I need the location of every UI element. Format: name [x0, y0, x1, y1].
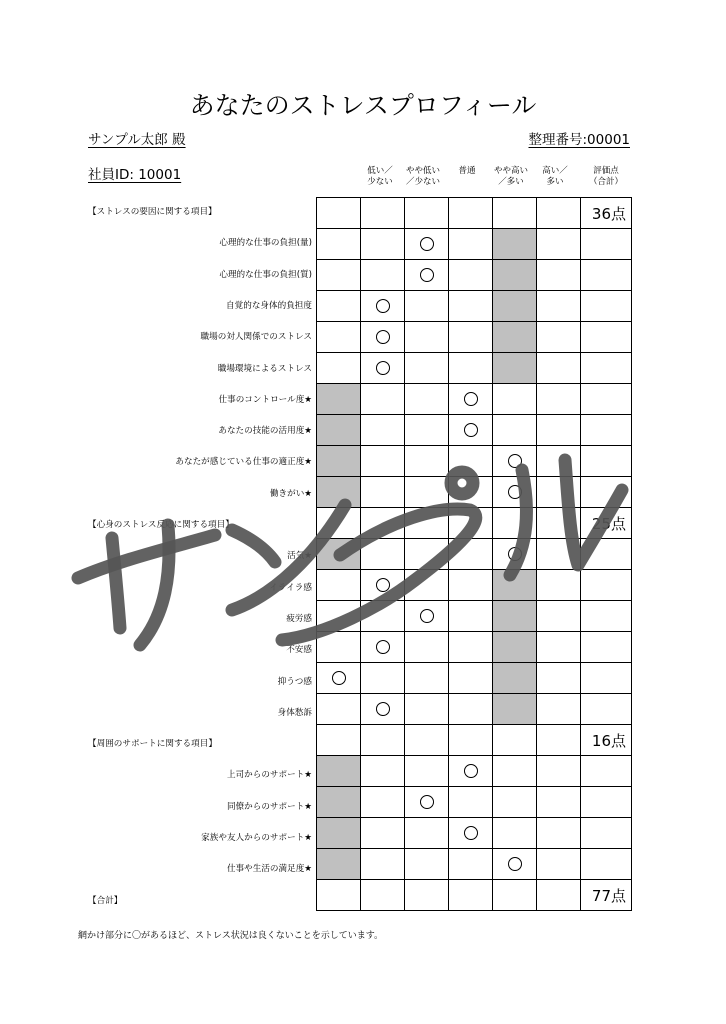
item-row [317, 539, 632, 570]
grid-cell [405, 353, 449, 384]
grid-cell [449, 322, 493, 353]
grid-cell [537, 260, 581, 291]
grid-cell [361, 384, 405, 415]
grid-cell [317, 880, 361, 911]
section-header-row [317, 725, 632, 756]
grid-cell [361, 322, 405, 353]
selection-circle [508, 485, 522, 499]
grid-cell [493, 663, 537, 694]
grid-cell [493, 601, 537, 632]
grid-cell [317, 756, 361, 787]
grid-cell [449, 756, 493, 787]
grid-cell [361, 632, 405, 663]
grid-cell [405, 229, 449, 260]
selection-circle [508, 857, 522, 871]
grid-cell [493, 353, 537, 384]
reference-number: 整理番号:00001 [528, 132, 630, 148]
item-label: 疲労感 [286, 613, 312, 624]
item-row [317, 756, 632, 787]
grid-cell [537, 818, 581, 849]
score-cell [581, 539, 632, 570]
grid-cell [493, 508, 537, 539]
grid-cell [405, 322, 449, 353]
grid-cell [493, 756, 537, 787]
score-cell [581, 415, 632, 446]
grid-cell [537, 694, 581, 725]
section-score: 36点 [591, 205, 626, 223]
score-cell [581, 849, 632, 880]
grid-cell [449, 539, 493, 570]
item-label: あなたの技能の活用度★ [218, 426, 312, 437]
item-row [317, 353, 632, 384]
item-label: 職場環境によるストレス [217, 363, 312, 374]
grid-cell [317, 725, 361, 756]
grid-cell [537, 849, 581, 880]
grid-cell [361, 880, 405, 911]
grid-cell [405, 694, 449, 725]
grid-cell [361, 849, 405, 880]
grid-cell [449, 446, 493, 477]
score-cell [581, 880, 632, 911]
grid-cell [405, 477, 449, 508]
item-row [317, 632, 632, 663]
grid-cell [405, 787, 449, 818]
grid-cell [317, 198, 361, 229]
grid-cell [317, 353, 361, 384]
grid-cell [317, 570, 361, 601]
grid-cell [449, 508, 493, 539]
grid-cell [537, 663, 581, 694]
grid-cell [405, 849, 449, 880]
grid-cell [537, 384, 581, 415]
grid-cell [537, 787, 581, 818]
grid-cell [449, 849, 493, 880]
grid-cell [537, 446, 581, 477]
grid-cell [449, 384, 493, 415]
grid-cell [361, 663, 405, 694]
grid-cell [493, 725, 537, 756]
grid-cell [405, 384, 449, 415]
grid-cell [317, 694, 361, 725]
selection-circle [464, 392, 478, 406]
grid-cell [537, 477, 581, 508]
total-label: 【合計】 [88, 895, 123, 906]
item-label: 同僚からのサポート★ [226, 801, 312, 812]
item-label: 心理的な仕事の負担(質) [219, 269, 312, 280]
grid-cell [317, 663, 361, 694]
grid-cell [405, 291, 449, 322]
column-header: やや高い ／多い [493, 166, 528, 187]
item-label: 自覚的な身体的負担度 [226, 300, 312, 311]
score-cell [581, 322, 632, 353]
grid-cell [405, 446, 449, 477]
score-cell [581, 570, 632, 601]
grid-cell [537, 322, 581, 353]
grid-cell [449, 818, 493, 849]
item-label: 活気★ [287, 551, 312, 562]
grid-cell [493, 477, 537, 508]
item-row [317, 291, 632, 322]
item-row [317, 415, 632, 446]
grid-cell [493, 880, 537, 911]
grid-cell [537, 725, 581, 756]
grid-cell [493, 446, 537, 477]
section-header-row [317, 508, 632, 539]
score-cell [581, 384, 632, 415]
grid-cell [493, 694, 537, 725]
column-header: 評価点 （合計） [588, 166, 623, 187]
grid-cell [405, 818, 449, 849]
column-header: やや低い ／少ない [405, 166, 440, 187]
employee-id: 社員ID: 10001 [88, 167, 182, 183]
item-row [317, 787, 632, 818]
item-row [317, 322, 632, 353]
grid-cell [317, 322, 361, 353]
section-label: 【周囲のサポートに関する項目】 [88, 739, 217, 750]
item-label: 不安感 [286, 645, 312, 656]
grid-cell [537, 632, 581, 663]
score-cell [581, 632, 632, 663]
item-label: 仕事のコントロール度★ [218, 394, 312, 405]
grid-cell [449, 198, 493, 229]
selection-circle [376, 361, 390, 375]
page-title: あなたのストレスプロフィール [189, 91, 537, 120]
grid-cell [405, 508, 449, 539]
grid-cell [449, 291, 493, 322]
grid-cell [317, 818, 361, 849]
item-label: イライラ感 [269, 582, 312, 593]
grid-cell [537, 601, 581, 632]
selection-circle [464, 423, 478, 437]
grid-cell [537, 756, 581, 787]
item-row [317, 260, 632, 291]
grid-cell [493, 632, 537, 663]
grid-cell [405, 725, 449, 756]
grid-cell [317, 601, 361, 632]
grid-cell [493, 291, 537, 322]
grid-cell [405, 198, 449, 229]
grid-cell [361, 353, 405, 384]
grid-cell [405, 570, 449, 601]
score-cell [581, 446, 632, 477]
grid-cell [449, 229, 493, 260]
item-row [317, 601, 632, 632]
grid-cell [449, 694, 493, 725]
grid-cell [317, 415, 361, 446]
grid-cell [449, 725, 493, 756]
grid-cell [537, 570, 581, 601]
grid-cell [405, 415, 449, 446]
score-cell [581, 198, 632, 229]
grid-cell [493, 818, 537, 849]
grid-cell [317, 787, 361, 818]
grid-cell [361, 291, 405, 322]
total-row [317, 880, 632, 911]
grid-cell [537, 415, 581, 446]
grid-cell [317, 229, 361, 260]
item-row [317, 694, 632, 725]
grid-cell [493, 787, 537, 818]
grid-cell [361, 756, 405, 787]
grid-cell [449, 787, 493, 818]
selection-circle [464, 826, 478, 840]
grid-cell [493, 260, 537, 291]
stress-profile-grid [316, 197, 632, 911]
grid-cell [493, 322, 537, 353]
grid-cell [493, 570, 537, 601]
item-row [317, 229, 632, 260]
grid-cell [405, 663, 449, 694]
item-row [317, 384, 632, 415]
footnote: 網かけ部分に〇があるほど、ストレス状況は良くないことを示しています。 [78, 931, 384, 941]
grid-cell [449, 415, 493, 446]
section-label: 【心身のストレス反応に関する項目】 [88, 520, 234, 530]
grid-cell [361, 818, 405, 849]
item-label: 職場の対人関係でのストレス [200, 332, 312, 343]
item-label: 家族や友人からのサポート★ [201, 833, 312, 843]
score-cell [581, 601, 632, 632]
employee-name: サンプル太郎 殿 [88, 132, 186, 148]
item-label: あなたが感じている仕事の適正度★ [175, 457, 312, 468]
section-score: 25点 [591, 515, 626, 533]
column-header: 高い／ 多い [542, 166, 568, 187]
item-row [317, 818, 632, 849]
grid-cell [361, 198, 405, 229]
item-label: 働きがい★ [269, 488, 312, 499]
score-cell [581, 260, 632, 291]
selection-circle [420, 237, 434, 251]
grid-cell [361, 725, 405, 756]
grid-cell [449, 260, 493, 291]
section-score: 77点 [591, 887, 626, 905]
grid-cell [537, 508, 581, 539]
grid-cell [449, 601, 493, 632]
grid-cell [317, 260, 361, 291]
section-header-row [317, 198, 632, 229]
item-label: 身体愁訴 [277, 707, 312, 718]
grid-cell [361, 601, 405, 632]
selection-circle [420, 609, 434, 623]
score-cell [581, 725, 632, 756]
score-cell [581, 694, 632, 725]
grid-cell [317, 291, 361, 322]
column-header: 低い／ 少ない [367, 166, 393, 187]
selection-circle [376, 702, 390, 716]
grid-cell [405, 539, 449, 570]
selection-circle [420, 795, 434, 809]
grid-cell [405, 601, 449, 632]
score-cell [581, 477, 632, 508]
score-cell [581, 353, 632, 384]
item-row [317, 849, 632, 880]
grid-cell [317, 384, 361, 415]
grid-cell [493, 539, 537, 570]
item-row [317, 663, 632, 694]
grid-cell [537, 198, 581, 229]
grid-cell [493, 415, 537, 446]
grid-cell [537, 291, 581, 322]
grid-cell [361, 508, 405, 539]
grid-cell [449, 663, 493, 694]
grid-cell [317, 849, 361, 880]
item-label: 心理的な仕事の負担(量) [219, 238, 312, 249]
grid-cell [317, 539, 361, 570]
selection-circle [508, 454, 522, 468]
grid-cell [493, 384, 537, 415]
item-row [317, 570, 632, 601]
grid-cell [537, 229, 581, 260]
selection-circle [420, 268, 434, 282]
selection-circle [376, 330, 390, 344]
item-row [317, 446, 632, 477]
score-cell [581, 787, 632, 818]
selection-circle [332, 671, 346, 685]
item-label: 抑うつ感 [277, 676, 312, 687]
grid-cell [493, 229, 537, 260]
grid-cell [361, 477, 405, 508]
grid-cell [317, 446, 361, 477]
section-score: 16点 [591, 732, 626, 750]
score-cell [581, 229, 632, 260]
grid-cell [449, 880, 493, 911]
selection-circle [464, 764, 478, 778]
grid-cell [317, 477, 361, 508]
score-cell [581, 508, 632, 539]
selection-circle [376, 299, 390, 313]
grid-cell [537, 880, 581, 911]
grid-cell [537, 539, 581, 570]
grid-cell [449, 477, 493, 508]
grid-cell [361, 415, 405, 446]
selection-circle [376, 578, 390, 592]
score-cell [581, 663, 632, 694]
grid-cell [317, 632, 361, 663]
score-cell [581, 291, 632, 322]
grid-cell [317, 508, 361, 539]
grid-cell [361, 229, 405, 260]
grid-cell [449, 570, 493, 601]
grid-cell [405, 632, 449, 663]
grid-cell [405, 880, 449, 911]
grid-cell [449, 353, 493, 384]
item-row [317, 477, 632, 508]
grid-cell [361, 539, 405, 570]
score-cell [581, 756, 632, 787]
selection-circle [376, 640, 390, 654]
grid-cell [361, 260, 405, 291]
selection-circle [508, 547, 522, 561]
item-label: 仕事や生活の満足度★ [226, 864, 312, 875]
grid-cell [361, 570, 405, 601]
grid-cell [405, 260, 449, 291]
grid-cell [361, 787, 405, 818]
grid-cell [493, 198, 537, 229]
column-header: 普通 [458, 166, 476, 176]
grid-cell [493, 849, 537, 880]
score-cell [581, 818, 632, 849]
grid-cell [405, 756, 449, 787]
section-label: 【ストレスの要因に関する項目】 [88, 207, 217, 217]
grid-cell [537, 353, 581, 384]
grid-cell [361, 446, 405, 477]
item-label: 上司からのサポート★ [226, 770, 312, 781]
grid-cell [361, 694, 405, 725]
grid-cell [449, 632, 493, 663]
